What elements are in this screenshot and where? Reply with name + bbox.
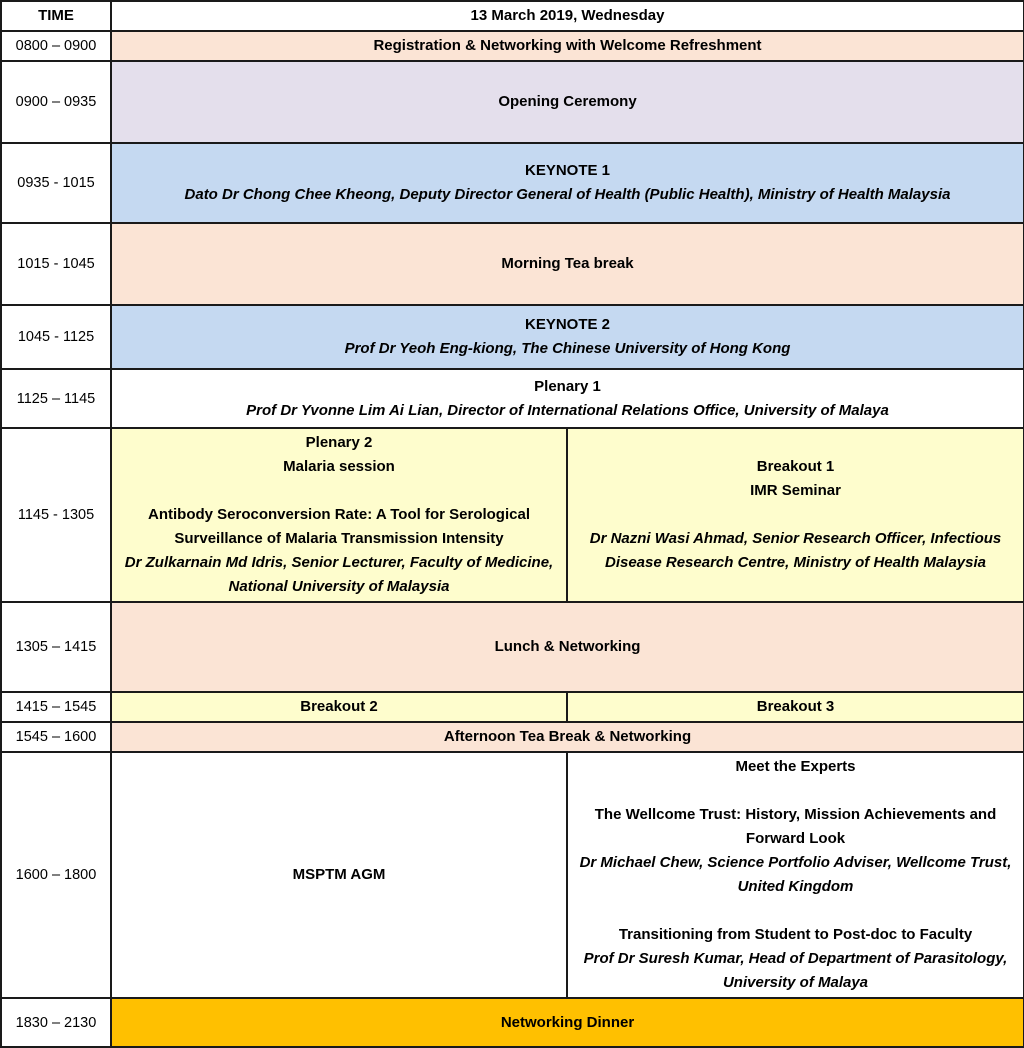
time-slot: 1145 - 1305 bbox=[1, 428, 111, 602]
schedule-row bbox=[1, 61, 1024, 143]
time-slot: 1415 – 1545 bbox=[1, 692, 111, 722]
schedule-row bbox=[1, 369, 1024, 428]
spacer bbox=[574, 503, 1017, 527]
time-slot: 1600 – 1800 bbox=[1, 752, 111, 998]
schedule-row bbox=[1, 428, 1024, 602]
time-slot: 1830 – 2130 bbox=[1, 998, 111, 1047]
schedule-row bbox=[1, 305, 1024, 369]
keynote-1-cell bbox=[111, 143, 1024, 223]
talk-title: Antibody Seroconversion Rate: A Tool for Serological Surveillance of Malaria Transmission Intensity bbox=[148, 506, 530, 547]
schedule-row bbox=[1, 223, 1024, 305]
agm-cell: MSPTM AGM bbox=[111, 752, 567, 998]
schedule-row bbox=[1, 143, 1024, 223]
opening-ceremony-cell: Opening Ceremony bbox=[111, 61, 1024, 143]
session-subtitle: Malaria session bbox=[283, 458, 395, 475]
time-header: TIME bbox=[1, 1, 111, 31]
talk-title: The Wellcome Trust: History, Mission Achievements and Forward Look bbox=[594, 806, 997, 847]
talk-title: Transitioning from Student to Post-doc to Faculty bbox=[618, 926, 973, 943]
meet-the-experts-cell bbox=[567, 752, 1024, 998]
speaker-info: Prof Dr Yeoh Eng-kiong, The Chinese University of Hong Kong bbox=[344, 340, 791, 357]
schedule-row bbox=[1, 602, 1024, 692]
plenary-1-cell bbox=[111, 369, 1024, 428]
spacer bbox=[118, 479, 560, 503]
session-subtitle: IMR Seminar bbox=[750, 482, 841, 499]
session-title: Plenary 1 bbox=[534, 377, 601, 395]
time-slot: 0800 – 0900 bbox=[1, 31, 111, 61]
lunch-cell: Lunch & Networking bbox=[111, 602, 1024, 692]
schedule-row bbox=[1, 31, 1024, 61]
session-title: KEYNOTE 2 bbox=[524, 316, 611, 333]
spacer bbox=[574, 899, 1017, 923]
breakout-1-cell bbox=[567, 428, 1024, 602]
afternoon-tea-cell: Afternoon Tea Break & Networking bbox=[111, 722, 1024, 752]
time-slot: 1545 – 1600 bbox=[1, 722, 111, 752]
schedule-row bbox=[1, 752, 1024, 998]
breakout-2-cell: Breakout 2 bbox=[111, 692, 567, 722]
speaker-info: Dato Dr Chong Chee Kheong, Deputy Director General of Health (Public Health), Ministry of Health Malaysia bbox=[184, 186, 951, 203]
session-title: KEYNOTE 1 bbox=[524, 162, 611, 179]
time-slot: 1015 - 1045 bbox=[1, 223, 111, 305]
session-title: Breakout 1 bbox=[756, 458, 835, 475]
time-slot: 0935 - 1015 bbox=[1, 143, 111, 223]
speaker-info: Prof Dr Yvonne Lim Ai Lian, Director of International Relations Office, University of Malaya bbox=[246, 401, 889, 419]
networking-dinner-cell: Networking Dinner bbox=[111, 998, 1024, 1047]
speaker-info: Dr Zulkarnain Md Idris, Senior Lecturer, Faculty of Medicine, National University of Malaysia bbox=[124, 554, 554, 595]
plenary-2-cell bbox=[111, 428, 567, 602]
schedule-row bbox=[1, 998, 1024, 1047]
morning-tea-cell: Morning Tea break bbox=[111, 223, 1024, 305]
keynote-2-cell bbox=[111, 305, 1024, 369]
spacer bbox=[574, 779, 1017, 803]
date-header: 13 March 2019, Wednesday bbox=[111, 1, 1024, 31]
speaker-info: Dr Nazni Wasi Ahmad, Senior Research Officer, Infectious Disease Research Centre, Ministry of Health Malaysia bbox=[589, 530, 1002, 571]
time-slot: 1045 - 1125 bbox=[1, 305, 111, 369]
time-slot: 0900 – 0935 bbox=[1, 61, 111, 143]
header-row bbox=[1, 1, 1024, 31]
session-title: Meet the Experts bbox=[735, 758, 856, 775]
speaker-info: Dr Michael Chew, Science Portfolio Adviser, Wellcome Trust, United Kingdom bbox=[579, 854, 1012, 895]
schedule-row bbox=[1, 692, 1024, 722]
registration-cell: Registration & Networking with Welcome Refreshment bbox=[111, 31, 1024, 61]
time-slot: 1125 – 1145 bbox=[1, 369, 111, 428]
session-title: Plenary 2 bbox=[305, 434, 373, 451]
breakout-3-cell: Breakout 3 bbox=[567, 692, 1024, 722]
time-slot: 1305 – 1415 bbox=[1, 602, 111, 692]
schedule-row bbox=[1, 722, 1024, 752]
speaker-info: Prof Dr Suresh Kumar, Head of Department of Parasitology, University of Malaya bbox=[583, 950, 1008, 991]
